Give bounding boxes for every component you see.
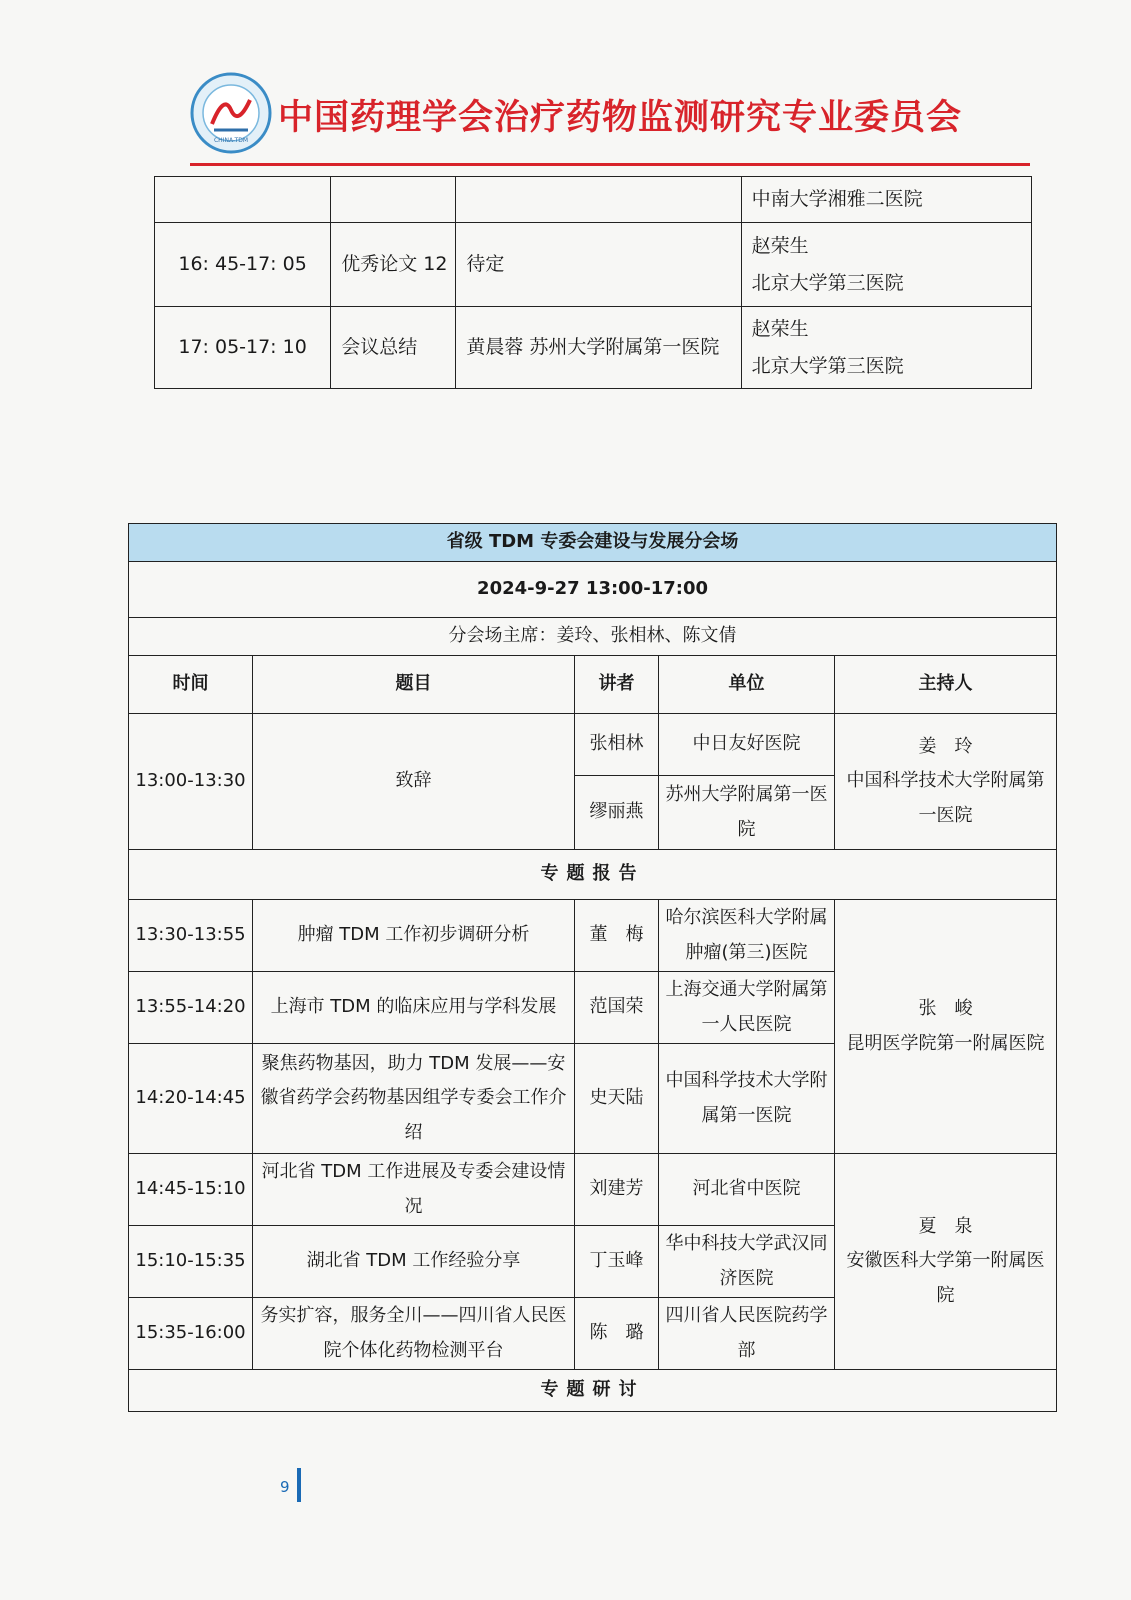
unit-cell: 河北省中医院: [659, 1154, 835, 1226]
topic-cell: 上海市 TDM 的临床应用与学科发展: [253, 972, 575, 1044]
host-unit: 中国科学技术大学附属第一医院: [846, 770, 1045, 826]
page-number-bar: [297, 1468, 301, 1502]
speaker-cell: 刘建芳: [575, 1154, 659, 1226]
unit-cell: 华中科技大学武汉同济医院: [659, 1226, 835, 1298]
table-row: [155, 177, 1032, 223]
speaker-cell: [456, 177, 741, 223]
speaker-cell: 张相林: [575, 714, 659, 776]
time-cell: 13:55-14:20: [129, 972, 253, 1044]
committee-logo-icon: [190, 72, 272, 154]
speaker-cell: 丁玉峰: [575, 1226, 659, 1298]
section-row: [129, 1370, 1057, 1412]
topic-cell: 肿瘤 TDM 工作初步调研分析: [253, 900, 575, 972]
time-cell: 16: 45-17: 05: [155, 223, 331, 307]
host-cell: [741, 223, 1031, 307]
host-name: 赵荣生: [751, 235, 809, 258]
host-unit: 中南大学湘雅二医院: [751, 188, 923, 211]
column-header-speaker: 讲者: [575, 656, 659, 714]
table-row: [155, 223, 1032, 307]
column-header-unit: 单位: [659, 656, 835, 714]
column-header-host: 主持人: [835, 656, 1057, 714]
host-cell: [835, 1154, 1057, 1370]
speaker-cell: 缪丽燕: [575, 776, 659, 850]
unit-cell: 哈尔滨医科大学附属肿瘤(第三)医院: [659, 900, 835, 972]
letterhead: [190, 70, 1030, 165]
host-unit: 昆明医学院第一附属医院: [846, 1032, 1045, 1054]
time-cell: 15:10-15:35: [129, 1226, 253, 1298]
host-name: 张 峻: [918, 998, 973, 1020]
topic-cell: 务实扩容，服务全川——四川省人民医院个体化药物检测平台: [253, 1298, 575, 1370]
time-cell: 13:00-13:30: [129, 714, 253, 850]
time-cell: 14:45-15:10: [129, 1154, 253, 1226]
unit-cell: 中国科学技术大学附属第一医院: [659, 1044, 835, 1154]
session-chairs-row: [129, 618, 1057, 656]
table-header-row: [129, 656, 1057, 714]
speaker-cell: 董 梅: [575, 900, 659, 972]
header-divider: [190, 163, 1030, 166]
unit-cell: 四川省人民医院药学部: [659, 1298, 835, 1370]
topic-cell: 聚焦药物基因，助力 TDM 发展——安徽省药学会药物基因组学专委会工作介绍: [253, 1044, 575, 1154]
speaker-cell: 黄晨蓉 苏州大学附属第一医院: [456, 307, 741, 389]
topic-cell: [331, 177, 456, 223]
table-row: [129, 714, 1057, 776]
logo-text: CHINA-TDM: [213, 137, 249, 144]
session-agenda-table: [128, 523, 1057, 1412]
host-unit: 安徽医科大学第一附属医院: [846, 1250, 1045, 1306]
organization-title: 中国药理学会治疗药物监测研究专业委员会: [278, 98, 963, 138]
session-chairs: 分会场主席：姜玲、张相林、陈文倩: [129, 618, 1057, 656]
page-number: 9: [280, 1478, 290, 1496]
host-unit: 北京大学第三医院: [751, 354, 904, 377]
speaker-cell: 陈 璐: [575, 1298, 659, 1370]
speaker-cell: 史天陆: [575, 1044, 659, 1154]
time-cell: [155, 177, 331, 223]
session-title-row: [129, 524, 1057, 562]
host-name: 姜 玲: [918, 736, 973, 758]
host-cell: [835, 714, 1057, 850]
host-name: 夏 泉: [918, 1216, 973, 1238]
time-cell: 13:30-13:55: [129, 900, 253, 972]
topic-cell: 致辞: [253, 714, 575, 850]
session-datetime-row: [129, 562, 1057, 618]
section-row: [129, 850, 1057, 900]
table-row: [155, 307, 1032, 389]
column-header-time: 时间: [129, 656, 253, 714]
host-cell: [835, 900, 1057, 1154]
topic-cell: 河北省 TDM 工作进展及专委会建设情况: [253, 1154, 575, 1226]
session-title: 省级 TDM 专委会建设与发展分会场: [129, 524, 1057, 562]
topic-cell: 湖北省 TDM 工作经验分享: [253, 1226, 575, 1298]
host-cell: [741, 307, 1031, 389]
unit-cell: 中日友好医院: [659, 714, 835, 776]
host-name: 赵荣生: [751, 318, 809, 341]
host-unit: 北京大学第三医院: [751, 271, 904, 294]
time-cell: 17: 05-17: 10: [155, 307, 331, 389]
table-row: [129, 1154, 1057, 1226]
table-row: [129, 900, 1057, 972]
section-heading: 专题研讨: [129, 1370, 1057, 1412]
topic-cell: 优秀论文 12: [331, 223, 456, 307]
speaker-cell: 待定: [456, 223, 741, 307]
host-cell: [741, 177, 1031, 223]
unit-cell: 苏州大学附属第一医院: [659, 776, 835, 850]
topic-cell: 会议总结: [331, 307, 456, 389]
speaker-cell: 范国荣: [575, 972, 659, 1044]
column-header-topic: 题目: [253, 656, 575, 714]
time-cell: 15:35-16:00: [129, 1298, 253, 1370]
session-datetime: 2024-9-27 13:00-17:00: [129, 562, 1057, 618]
section-heading: 专题报告: [129, 850, 1057, 900]
time-cell: 14:20-14:45: [129, 1044, 253, 1154]
previous-session-table: [154, 176, 1032, 389]
unit-cell: 上海交通大学附属第一人民医院: [659, 972, 835, 1044]
